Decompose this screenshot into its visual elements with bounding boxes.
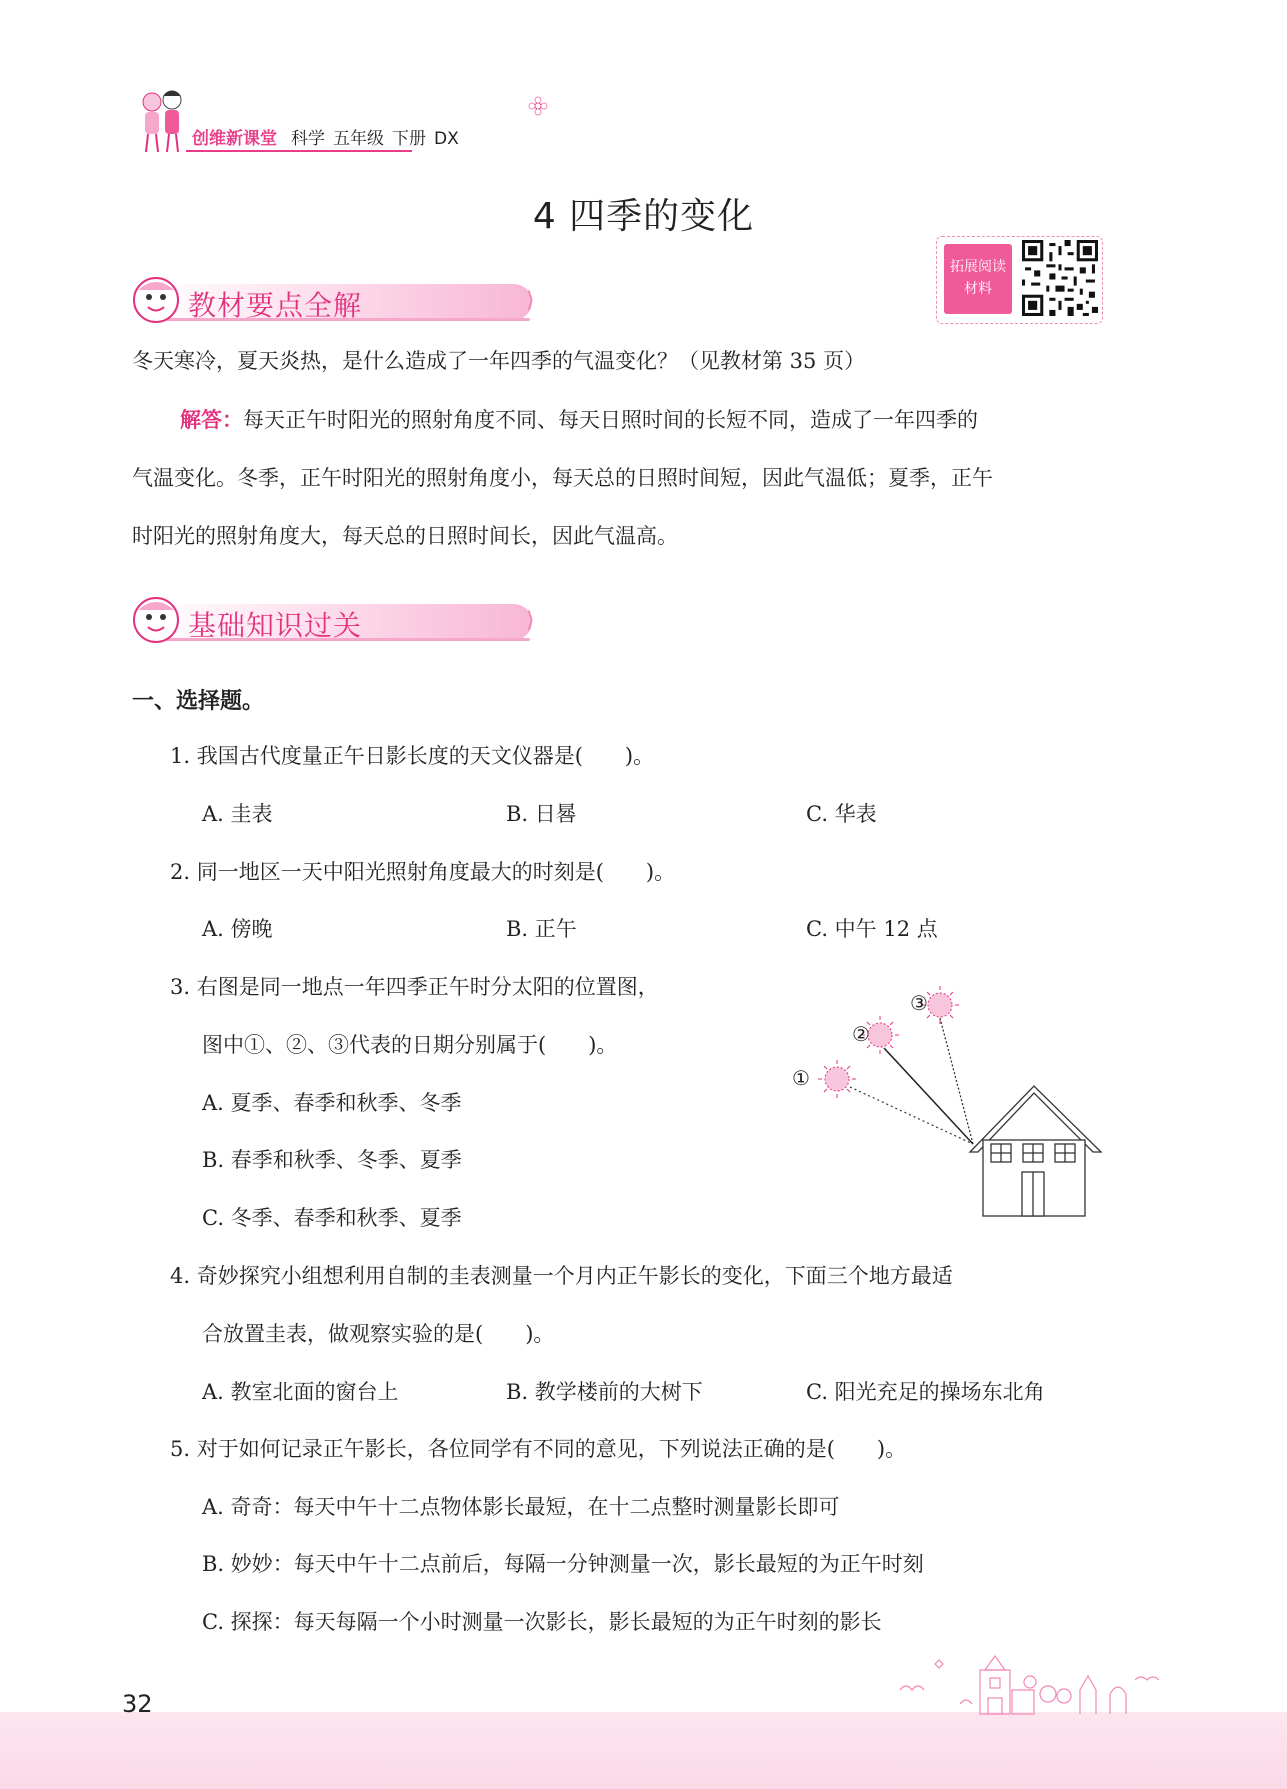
q1-option-c[interactable]: C. 华表 bbox=[806, 802, 877, 826]
subject: 科学 bbox=[291, 129, 325, 149]
question-3-line-1: 3. 右图是同一地点一年四季正午时分太阳的位置图， bbox=[170, 975, 659, 999]
banner-title: 教材要点全解 bbox=[188, 289, 363, 322]
answer-line-3: 时阳光的照射角度大，每天总的日照时间长，因此气温高。 bbox=[132, 524, 678, 548]
mascot-icon bbox=[130, 594, 182, 646]
qr-label-line2: 材料 bbox=[964, 281, 992, 297]
q2-option-c[interactable]: C. 中午 12 点 bbox=[806, 917, 938, 941]
question-1: 1. 我国古代度量正午日影长度的天文仪器是( )。 bbox=[170, 744, 655, 768]
q4-option-a[interactable]: A. 教室北面的窗台上 bbox=[202, 1380, 399, 1404]
q1-option-b[interactable]: B. 日晷 bbox=[506, 802, 577, 826]
series-name: 创维新课堂 bbox=[192, 129, 277, 149]
banner-curl-icon: ⟩ bbox=[526, 608, 535, 633]
flower-icon bbox=[528, 96, 548, 116]
banner-title: 基础知识过关 bbox=[188, 609, 363, 642]
q2-option-b[interactable]: B. 正午 bbox=[506, 917, 577, 941]
diagram-label-3: ③ bbox=[910, 991, 928, 1015]
sun-position-diagram bbox=[780, 980, 1110, 1220]
page-number: 32 bbox=[122, 1690, 153, 1718]
answer-label: 解答： bbox=[180, 407, 243, 432]
section-banner-basics bbox=[130, 594, 560, 646]
key-point-question: 冬天寒冷，夏天炎热，是什么造成了一年四季的气温变化？（见教材第 35 页） bbox=[132, 349, 866, 373]
mascot-icon bbox=[130, 274, 182, 326]
banner-curl-icon: ⟩ bbox=[526, 288, 535, 313]
diagram-label-1: ① bbox=[792, 1066, 810, 1090]
grade: 五年级 bbox=[333, 129, 384, 149]
header-rule bbox=[186, 150, 412, 152]
q3-option-c[interactable]: C. 冬季、春季和秋季、夏季 bbox=[202, 1206, 462, 1230]
section-banner-key-points bbox=[130, 274, 560, 326]
volume: 下册 bbox=[392, 129, 426, 149]
house-icon bbox=[970, 1086, 1101, 1216]
q2-option-a[interactable]: A. 傍晚 bbox=[202, 917, 273, 941]
q5-option-a[interactable]: A. 奇奇：每天中午十二点物体影长最短，在十二点整时测量影长即可 bbox=[202, 1495, 840, 1519]
q1-option-a[interactable]: A. 圭表 bbox=[202, 802, 273, 826]
qr-label-line1: 拓展阅读 bbox=[950, 259, 1006, 275]
question-3-line-2: 图中①、②、③代表的日期分别属于( )。 bbox=[202, 1033, 618, 1057]
q5-option-b[interactable]: B. 妙妙：每天中午十二点前后，每隔一分钟测量一次，影长最短的为正午时刻 bbox=[202, 1552, 924, 1576]
sun-1-icon bbox=[818, 1060, 856, 1098]
section-heading-choice: 一、选择题。 bbox=[132, 689, 265, 714]
footer-band bbox=[0, 1712, 1287, 1789]
edition: DX bbox=[434, 129, 459, 149]
q5-option-c[interactable]: C. 探探：每天每隔一个小时测量一次影长，影长最短的为正午时刻的影长 bbox=[202, 1610, 882, 1634]
page-title: 4 四季的变化 bbox=[532, 196, 755, 237]
diagram-label-2: ② bbox=[852, 1022, 870, 1046]
qr-code-icon[interactable] bbox=[1022, 240, 1098, 316]
qr-label bbox=[944, 244, 1012, 314]
answer-line-2: 气温变化。冬季，正午时阳光的照射角度小，每天总的日照时间短，因此气温低；夏季，正午 bbox=[132, 466, 993, 490]
question-2: 2. 同一地区一天中阳光照射角度最大的时刻是( )。 bbox=[170, 860, 676, 884]
question-5: 5. 对于如何记录正午影长，各位同学有不同的意见，下列说法正确的是( )。 bbox=[170, 1437, 907, 1461]
q3-option-a[interactable]: A. 夏季、春季和秋季、冬季 bbox=[202, 1091, 462, 1115]
q4-option-c[interactable]: C. 阳光充足的操场东北角 bbox=[806, 1380, 1045, 1404]
answer-text-1: 每天正午时阳光的照射角度不同、每天日照时间的长短不同，造成了一年四季的 bbox=[243, 408, 978, 432]
running-header bbox=[192, 124, 467, 149]
question-4-line-1: 4. 奇妙探究小组想利用自制的圭表测量一个月内正午影长的变化，下面三个地方最适 bbox=[170, 1264, 953, 1288]
q3-option-b[interactable]: B. 春季和秋季、冬季、夏季 bbox=[202, 1148, 462, 1172]
castle-decoration-icon bbox=[880, 1650, 1180, 1720]
question-4-line-2: 合放置圭表，做观察实验的是( )。 bbox=[202, 1322, 555, 1346]
q4-option-b[interactable]: B. 教学楼前的大树下 bbox=[506, 1380, 703, 1404]
answer-line-1 bbox=[180, 405, 978, 435]
